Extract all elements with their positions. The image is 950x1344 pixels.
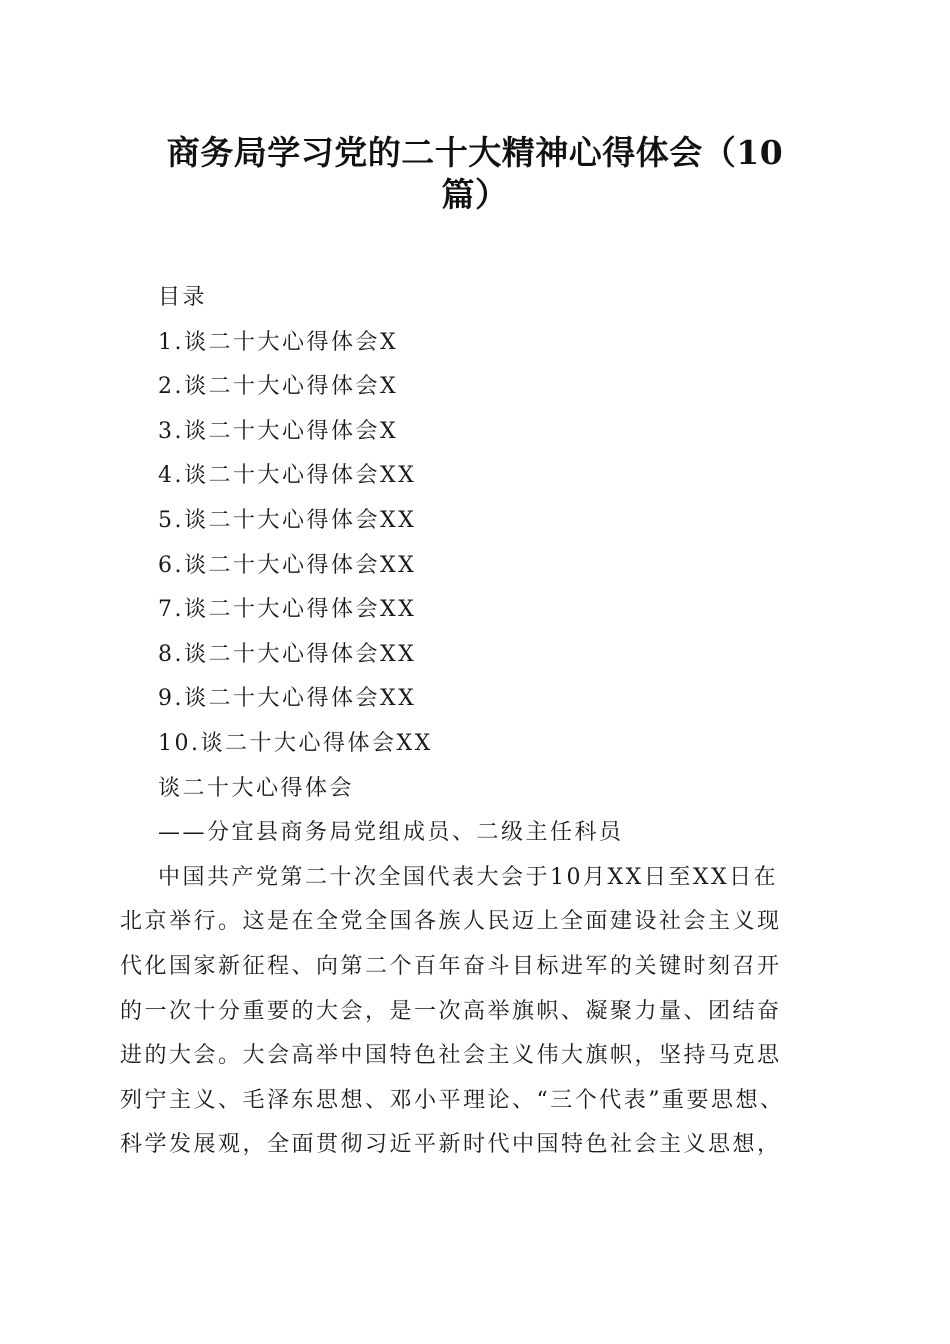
paragraph-line: 列宁主义、毛泽东思想、邓小平理论、“三个代表”重要思想、: [120, 1087, 785, 1113]
toc-item: 3.谈二十大心得体会X: [158, 418, 399, 444]
article-author: ——分宜县商务局党组成员、二级主任科员: [158, 820, 624, 846]
paragraph-line: 代化国家新征程、向第二个百年奋斗目标进军的关键时刻召开: [120, 953, 782, 979]
document-title-line-2: 篇）: [441, 175, 509, 214]
toc-heading: 目录: [158, 285, 208, 310]
document-body: [120, 276, 840, 1168]
toc-item: 2.谈二十大心得体会X: [158, 374, 399, 400]
toc-item: 6.谈二十大心得体会XX: [158, 552, 417, 578]
toc-item: 10.谈二十大心得体会XX: [158, 730, 433, 756]
paragraph-line: 进的大会。大会高举中国特色社会主义伟大旗帜，坚持马克思: [120, 1043, 782, 1069]
toc-item: 8.谈二十大心得体会XX: [158, 641, 417, 667]
toc-item: 5.谈二十大心得体会XX: [158, 507, 417, 533]
article-heading: 谈二十大心得体会: [158, 775, 355, 801]
paragraph-line: 北京举行。这是在全党全国各族人民迈上全面建设社会主义现: [120, 909, 782, 935]
toc-item: 1.谈二十大心得体会X: [158, 329, 399, 355]
paragraph-line: 科学发展观，全面贯彻习近平新时代中国特色社会主义思想，: [120, 1132, 782, 1158]
paragraph-line: 中国共产党第二十次全国代表大会于10月XX日至XX日在: [158, 864, 779, 890]
toc-item: 9.谈二十大心得体会XX: [158, 686, 417, 712]
document-title-line-1: 商务局学习党的二十大精神心得体会（10: [166, 133, 784, 172]
document-title: [120, 132, 830, 216]
toc-item: 4.谈二十大心得体会XX: [158, 463, 417, 489]
toc-item: 7.谈二十大心得体会XX: [158, 597, 417, 623]
paragraph-line: 的一次十分重要的大会，是一次高举旗帜、凝聚力量、团结奋: [120, 998, 782, 1024]
